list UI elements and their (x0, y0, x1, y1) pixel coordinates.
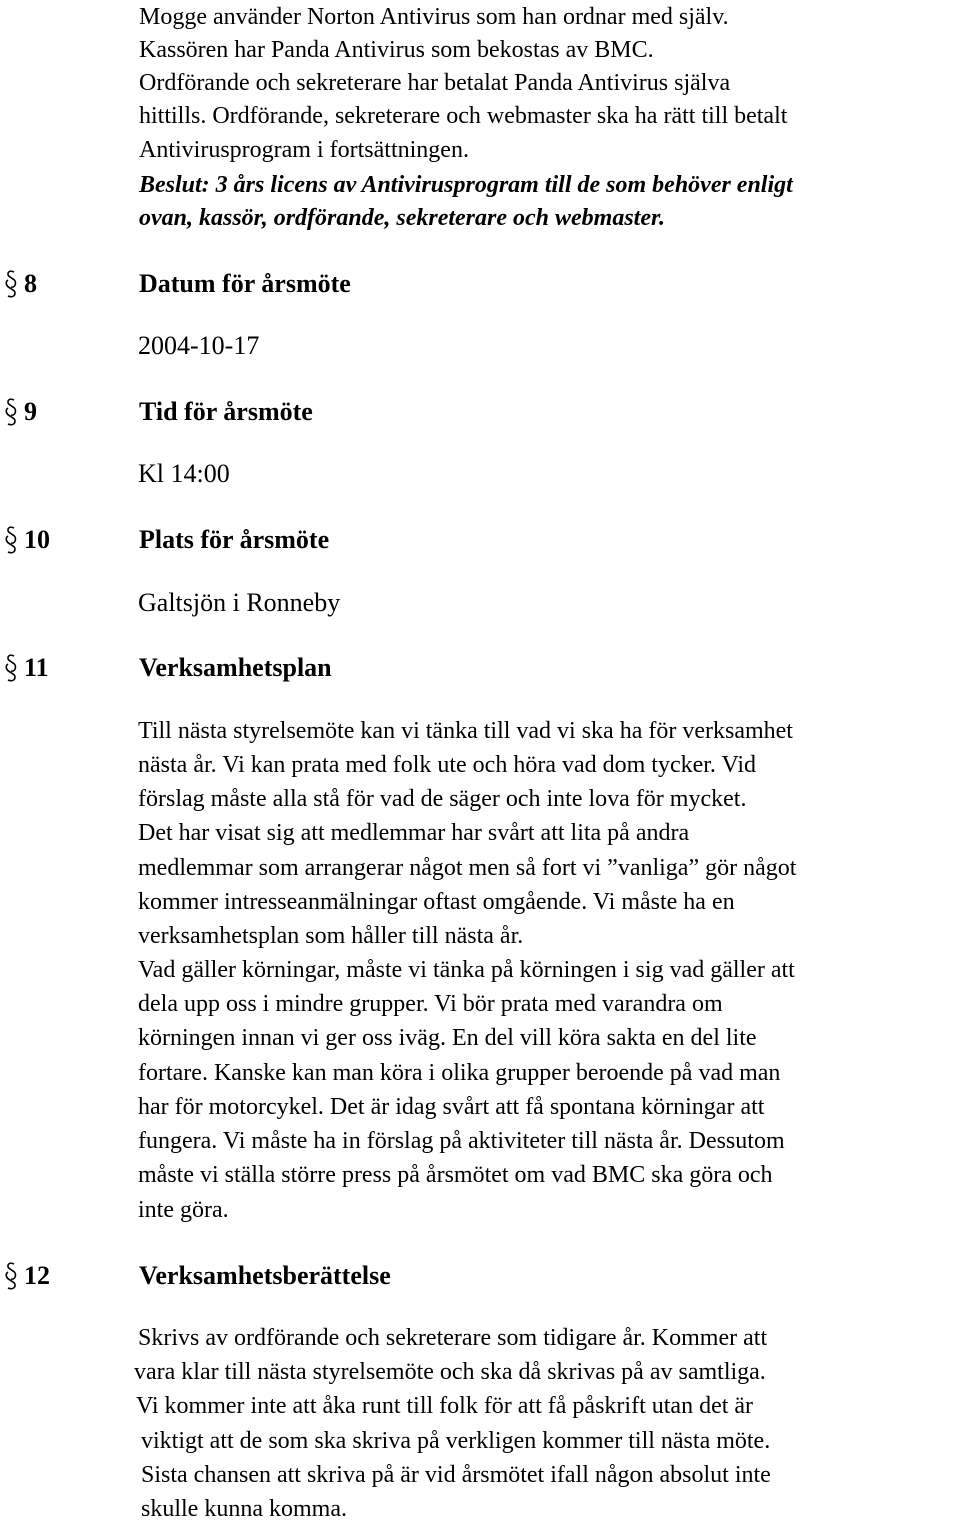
plan-line: dela upp oss i mindre grupper. Vi bör prata med varandra om (138, 991, 723, 1017)
section-number: 8 (24, 269, 37, 298)
intro-line: hittills. Ordförande, sekreterare och webmaster ska ha rätt till betalt (139, 103, 788, 129)
plan-line: medlemmar som arrangerar något men så fort vi ”vanliga” gör något (138, 855, 797, 881)
intro-line: Kassören har Panda Antivirus som bekostas av BMC. (139, 37, 654, 63)
plan-line: verksamhetsplan som håller till nästa år. (138, 923, 524, 949)
section-heading-9 (0, 392, 960, 432)
decision-line: ovan, kassör, ordförande, sekreterare och webmaster. (139, 205, 666, 231)
section-sign-icon (4, 1260, 18, 1292)
section-title: Plats för årsmöte (139, 525, 330, 554)
section-heading-12 (0, 1256, 960, 1296)
report-line: Vi kommer inte att åka runt till folk för att få påskrift utan det är (136, 1393, 754, 1419)
section-heading-10 (0, 520, 960, 560)
intro-line: Ordförande och sekreterare har betalat Panda Antivirus själva (139, 70, 731, 96)
section-sign-icon (4, 652, 18, 684)
section-title: Datum för årsmöte (139, 269, 351, 298)
section-number: 12 (24, 1261, 50, 1290)
intro-line: Antivirusprogram i fortsättningen. (139, 137, 469, 163)
meeting-place: Galtsjön i Ronneby (138, 588, 341, 617)
plan-line: inte göra. (138, 1197, 229, 1223)
section-sign-icon (4, 268, 18, 300)
section-number: 9 (24, 397, 37, 426)
plan-line: körningen innan vi ger oss iväg. En del vill köra sakta en del lite (138, 1025, 757, 1051)
plan-line: kommer intresseanmälningar oftast omgående. Vi måste ha en (138, 889, 735, 915)
section-sign-icon (4, 524, 18, 556)
plan-line: Till nästa styrelsemöte kan vi tänka till vad vi ska ha för verksamhet (138, 718, 793, 744)
plan-line: har för motorcykel. Det är idag svårt att få spontana körningar att (138, 1094, 765, 1120)
section-sign-icon (4, 396, 18, 428)
report-line: Sista chansen att skriva på är vid årsmötet ifall någon absolut inte (141, 1462, 771, 1488)
plan-line: nästa år. Vi kan prata med folk ute och höra vad dom tycker. Vid (138, 752, 757, 778)
section-heading-11 (0, 648, 960, 688)
report-line: vara klar till nästa styrelsemöte och ska då skrivas på av samtliga. (134, 1359, 766, 1385)
section-title: Tid för årsmöte (139, 397, 313, 426)
report-line: viktigt att de som ska skriva på verkligen kommer till nästa möte. (141, 1428, 771, 1454)
plan-line: fortare. Kanske kan man köra i olika grupper beroende på vad man (138, 1060, 781, 1086)
intro-line: Mogge använder Norton Antivirus som han ordnar med själv. (139, 4, 729, 30)
plan-line: måste vi ställa större press på årsmötet om vad BMC ska göra och (138, 1162, 773, 1188)
plan-line: förslag måste alla stå för vad de säger och inte lova för mycket. (138, 786, 747, 812)
section-title: Verksamhetsberättelse (139, 1261, 391, 1290)
section-heading-8 (0, 264, 960, 304)
report-line: Skrivs av ordförande och sekreterare som tidigare år. Kommer att (138, 1325, 768, 1351)
section-number: 11 (24, 653, 49, 682)
plan-line: Det har visat sig att medlemmar har svårt att lita på andra (138, 820, 690, 846)
section-number: 10 (24, 525, 50, 554)
meeting-date: 2004-10-17 (138, 331, 260, 360)
plan-line: fungera. Vi måste ha in förslag på aktiviteter till nästa år. Dessutom (138, 1128, 785, 1154)
section-title: Verksamhetsplan (139, 653, 332, 682)
plan-line: Vad gäller körningar, måste vi tänka på körningen i sig vad gäller att (138, 957, 795, 983)
decision-line: Beslut: 3 års licens av Antivirusprogram till de som behöver enligt (139, 172, 793, 198)
meeting-time: Kl 14:00 (138, 459, 230, 488)
report-line: skulle kunna komma. (141, 1496, 347, 1522)
